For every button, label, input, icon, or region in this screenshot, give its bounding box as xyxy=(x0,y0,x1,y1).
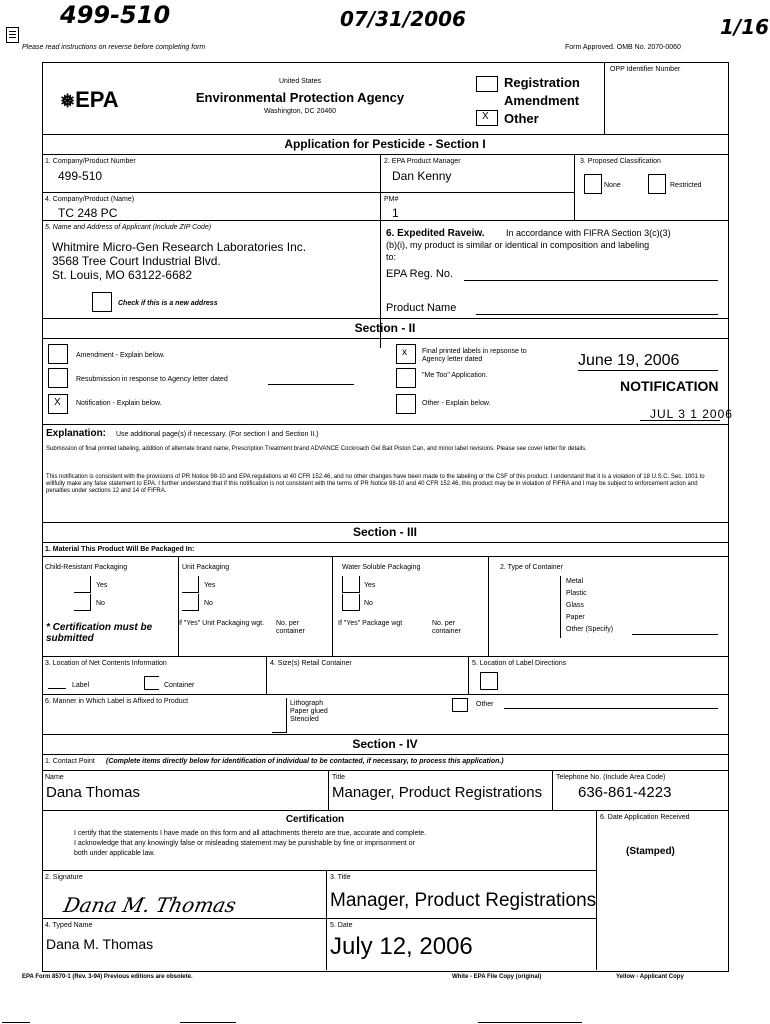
container-glass: Glass xyxy=(566,602,584,609)
product-manager-label: 2. EPA Product Manager xyxy=(384,158,461,165)
classification-label: 3. Proposed Classification xyxy=(580,158,661,165)
form-approved: Form Approved. OMB No. 2070-0060 xyxy=(565,44,681,51)
amendment-label: Amendment xyxy=(504,93,580,108)
divider xyxy=(326,870,327,970)
divider xyxy=(42,734,728,735)
cert-text2: I acknowledge that any knowingly false or misleading statement may be punishable by fine or imprisonment or xyxy=(74,840,415,847)
registration-checkbox[interactable] xyxy=(476,76,498,92)
divider xyxy=(42,220,728,221)
unit-packaging-label: Unit Packaging xyxy=(182,564,230,571)
no-per-container-package: No. per container xyxy=(432,620,461,635)
divider xyxy=(468,656,469,694)
stamp-received: JUL 3 1 2006 xyxy=(650,407,733,421)
divider xyxy=(2,1022,30,1023)
label-option: Label xyxy=(72,682,90,689)
divider xyxy=(596,810,597,970)
water-soluble-no-checkbox[interactable] xyxy=(342,594,360,611)
expedited-text3: to: xyxy=(386,252,397,262)
other-ii-checkbox[interactable] xyxy=(396,394,416,414)
product-manager: Dan Kenny xyxy=(392,169,452,183)
other-check-mark: X xyxy=(482,111,489,122)
new-address-label: Check if this is a new address xyxy=(118,300,218,307)
contact-point-label: 1. Contact Point xyxy=(45,758,95,765)
lithograph-option: Lithograph xyxy=(290,700,324,707)
handwritten-date: 07/31/2006 xyxy=(340,7,466,31)
applicant-label: 5. Name and Address of Applicant (Include ZIP Code) xyxy=(45,224,212,231)
footer-white-copy: White - EPA File Copy (original) xyxy=(452,974,542,980)
location-directions-label: 5. Location of Label Directions xyxy=(472,660,567,667)
divider xyxy=(42,134,728,135)
explanation-label: Explanation: xyxy=(46,428,107,439)
product-name-field-label: Product Name xyxy=(386,302,457,314)
child-resistant-no: No xyxy=(96,600,105,607)
divider xyxy=(178,556,179,656)
explanation-text: Submission of final printed labeling, addition of alternate brand name, Prescription Treatment brand ADVANCE Cockroach Gel Bait Piston Can, and minor label revisions. Please see cover letter for details. xyxy=(46,446,587,452)
product-name: TC 248 PC xyxy=(58,206,118,220)
footer-form-number: EPA Form 8570-1 (Rev. 3-94) Previous editions are obsolete. xyxy=(22,974,193,980)
divider xyxy=(42,154,728,155)
manner-other-checkbox[interactable] xyxy=(452,698,468,712)
epa-emblem-icon: ❅ xyxy=(60,91,76,111)
section4-title: Section - IV xyxy=(352,737,418,751)
resubmission-text: Resubmission in response to Agency letter dated xyxy=(76,376,228,383)
water-soluble-no: No xyxy=(364,600,373,607)
explanation-hint: Use additional page(s) if necessary. (For section I and Section II.) xyxy=(116,431,319,438)
no-per-container-unit: No. per container xyxy=(276,620,305,635)
amendment-text: Amendment - Explain below. xyxy=(76,352,165,359)
stenciled-option: Stenciled xyxy=(290,716,319,723)
divider xyxy=(42,542,728,543)
divider xyxy=(266,656,267,694)
contact-name: Dana Thomas xyxy=(46,784,140,801)
stamped-label: (Stamped) xyxy=(626,846,675,857)
divider xyxy=(180,1022,236,1023)
container-type-checkbox-column[interactable] xyxy=(524,576,561,638)
water-soluble-label: Water Soluble Packaging xyxy=(342,564,421,571)
notification-check-mark: X xyxy=(54,397,61,408)
agency-line2: Environmental Protection Agency xyxy=(195,90,405,105)
title3-label: 3. Title xyxy=(330,874,351,881)
document-icon xyxy=(6,27,19,43)
title-label: Title xyxy=(332,774,345,781)
divider xyxy=(42,810,728,811)
child-resistant-yes: Yes xyxy=(96,582,108,589)
divider xyxy=(328,770,329,810)
divider xyxy=(488,556,489,656)
divider xyxy=(332,556,333,656)
divider xyxy=(42,192,574,193)
divider xyxy=(42,556,728,557)
me-too-text: "Me Too" Application. xyxy=(422,372,488,379)
divider xyxy=(42,424,728,425)
epa-logo xyxy=(60,88,119,113)
notification-text: Notification - Explain below. xyxy=(76,400,162,407)
new-address-checkbox[interactable] xyxy=(92,292,112,312)
size-retail-label: 4. Size(s) Retail Container xyxy=(270,660,352,667)
expedited-title: 6. Expedited Raveiw. xyxy=(386,228,485,239)
container-plastic: Plastic xyxy=(566,590,587,597)
date-received-label: 6. Date Application Received xyxy=(600,814,690,821)
manner-checkbox-column[interactable] xyxy=(272,698,287,733)
divider xyxy=(574,154,575,220)
date-value: July 12, 2006 xyxy=(330,933,473,960)
unit-packaging-yes-checkbox[interactable] xyxy=(182,576,199,593)
section3-title: Section - III xyxy=(352,525,417,539)
container-checkbox[interactable] xyxy=(144,676,159,690)
container-other: Other (Specify) xyxy=(566,626,614,633)
divider xyxy=(42,522,728,523)
divider xyxy=(42,754,728,755)
typed-name: Dana M. Thomas xyxy=(46,936,154,952)
final-printed-text2: Agency letter dated xyxy=(422,356,483,363)
company-number: 499-510 xyxy=(58,169,103,183)
if-yes-package: If "Yes" Package wgt xyxy=(338,620,403,627)
title3-value: Manager, Product Registrations xyxy=(330,890,597,911)
section2-title: Section - II xyxy=(354,321,416,335)
container-option: Container xyxy=(164,682,195,689)
classification-none-checkbox[interactable] xyxy=(584,174,602,194)
container-other-line[interactable] xyxy=(632,634,718,635)
company-number-label: 1. Company/Product Number xyxy=(45,158,136,165)
final-printed-check-mark: x xyxy=(402,347,407,358)
certification-note: * Certification must be submitted xyxy=(46,622,153,644)
handwritten-page: 1/16 xyxy=(720,15,770,39)
unit-packaging-no: No xyxy=(204,600,213,607)
applicant-line2: 3568 Tree Court Industrial Blvd. xyxy=(52,254,221,268)
unit-packaging-no-checkbox[interactable] xyxy=(182,594,199,611)
statement-text: This notification is consistent with the provisions of PR Notice 98-10 and EPA regulations at 40 CFR 152.46, and no other changes have been made to the labeling or the CSF of this product. I understand that it is a violation of 18 U.S.C. Sec. 1001 to willfully make any false statement to EPA. I further understand that if this notification is not consistent with the terms of PR Notice 98-10 and 40 CFR 152.46, this product may be in violation of FIFRA and I may be subject to enforcement action and penalties under sections 12 and 14 of FIFRA. xyxy=(46,474,705,494)
final-printed-text1: Final printed labels in repsonse to xyxy=(422,348,527,355)
epa-reg-no-label: EPA Reg. No. xyxy=(386,268,454,280)
epa-reg-no-line[interactable] xyxy=(464,280,718,281)
signature-label: 2. Signature xyxy=(45,874,83,881)
divider xyxy=(42,318,728,319)
child-resistant-no-checkbox[interactable] xyxy=(74,594,91,611)
expedited-text1: In accordance with FIFRA Section 3(c)(3) xyxy=(506,228,671,238)
pm-value: 1 xyxy=(392,206,399,220)
divider xyxy=(42,338,728,339)
packaged-label: 1. Material This Product Will Be Packaged In: xyxy=(45,546,195,553)
opp-label: OPP Identifier Number xyxy=(610,66,681,73)
section1-title: Application for Pesticide - Section I xyxy=(284,137,486,151)
other-label: Other xyxy=(504,111,539,126)
water-soluble-yes: Yes xyxy=(364,582,376,589)
typed-name-label: 4. Typed Name xyxy=(45,922,93,929)
contact-title: Manager, Product Registrations xyxy=(332,784,543,801)
container-paper: Paper xyxy=(566,614,585,621)
container-type-label: 2. Type of Container xyxy=(500,564,563,571)
pm-label: PM# xyxy=(384,196,399,203)
location-directions-checkbox[interactable] xyxy=(480,672,498,690)
manner-other: Other xyxy=(476,701,494,708)
divider xyxy=(42,770,728,771)
divider xyxy=(42,656,728,657)
label-line[interactable] xyxy=(48,688,66,689)
instructions-note: Please read instructions on reverse before completing form xyxy=(22,44,206,51)
container-metal: Metal xyxy=(566,578,584,585)
unit-packaging-yes: Yes xyxy=(204,582,216,589)
agency-line3: Washington, DC 20460 xyxy=(263,108,337,115)
paper-glued-option: Paper glued xyxy=(290,708,328,715)
if-yes-unit: If "Yes" Unit Packaging wgt. xyxy=(178,620,265,627)
child-resistant-yes-checkbox[interactable] xyxy=(74,576,91,593)
stamp-notification: NOTIFICATION xyxy=(620,378,719,394)
registration-label: Registration xyxy=(504,75,580,90)
divider xyxy=(42,918,596,919)
resubmission-checkbox[interactable] xyxy=(48,368,68,388)
contact-phone: 636-861-4223 xyxy=(578,784,672,801)
classification-none: None xyxy=(604,182,621,189)
applicant-line3: St. Louis, MO 63122-6682 xyxy=(52,268,193,282)
me-too-checkbox[interactable] xyxy=(396,368,416,388)
classification-restricted: Restricted xyxy=(670,182,702,189)
epa-logo-text: EPA xyxy=(75,87,119,112)
contact-hint: (Complete items directly below for identification of individual to be contacted, if necessary, to process this application.) xyxy=(106,758,504,765)
agency-line1: United States xyxy=(278,78,322,85)
handwritten-code: 499-510 xyxy=(60,1,171,29)
name-label: Name xyxy=(45,774,64,781)
manner-label: 6. Manner in Which Label is Affixed to Product xyxy=(45,698,189,705)
divider xyxy=(42,870,596,871)
resubmission-date-line[interactable] xyxy=(268,384,354,385)
date-label: 5. Date xyxy=(330,922,353,929)
phone-label: Telephone No. (Include Area Code) xyxy=(556,774,666,781)
cert-text3: both under applicable law. xyxy=(74,850,155,857)
stamp-date-line xyxy=(578,370,718,371)
divider xyxy=(42,694,728,695)
other-ii-text: Other - Explain below. xyxy=(422,400,491,407)
expedited-text2: (b)(i), my product is similar or identical in composition and labeling xyxy=(386,240,650,250)
footer-yellow-copy: Yellow - Applicant Copy xyxy=(616,974,684,980)
classification-restricted-checkbox[interactable] xyxy=(648,174,666,194)
child-resistant-label: Child-Resistant Packaging xyxy=(45,564,128,571)
stamp-received-line xyxy=(640,420,720,421)
water-soluble-yes-checkbox[interactable] xyxy=(342,576,360,593)
product-name-label: 4. Company/Product (Name) xyxy=(45,196,135,203)
divider xyxy=(552,770,553,810)
amendment-checkbox[interactable] xyxy=(48,344,68,364)
cert-title: Certification xyxy=(285,814,345,825)
location-net-label: 3. Location of Net Contents Information xyxy=(45,660,167,667)
product-name-field-line[interactable] xyxy=(476,314,718,315)
signature: Dana M. Thomas xyxy=(61,893,239,917)
cert-text1: I certify that the statements I have made on this form and all attachments thereto are true, accurate and complete. xyxy=(74,830,427,837)
divider xyxy=(478,1022,582,1023)
applicant-line1: Whitmire Micro-Gen Research Laboratories Inc. xyxy=(52,240,307,254)
divider xyxy=(604,62,605,134)
stamp-date: June 19, 2006 xyxy=(578,352,680,369)
manner-other-line[interactable] xyxy=(504,708,718,709)
